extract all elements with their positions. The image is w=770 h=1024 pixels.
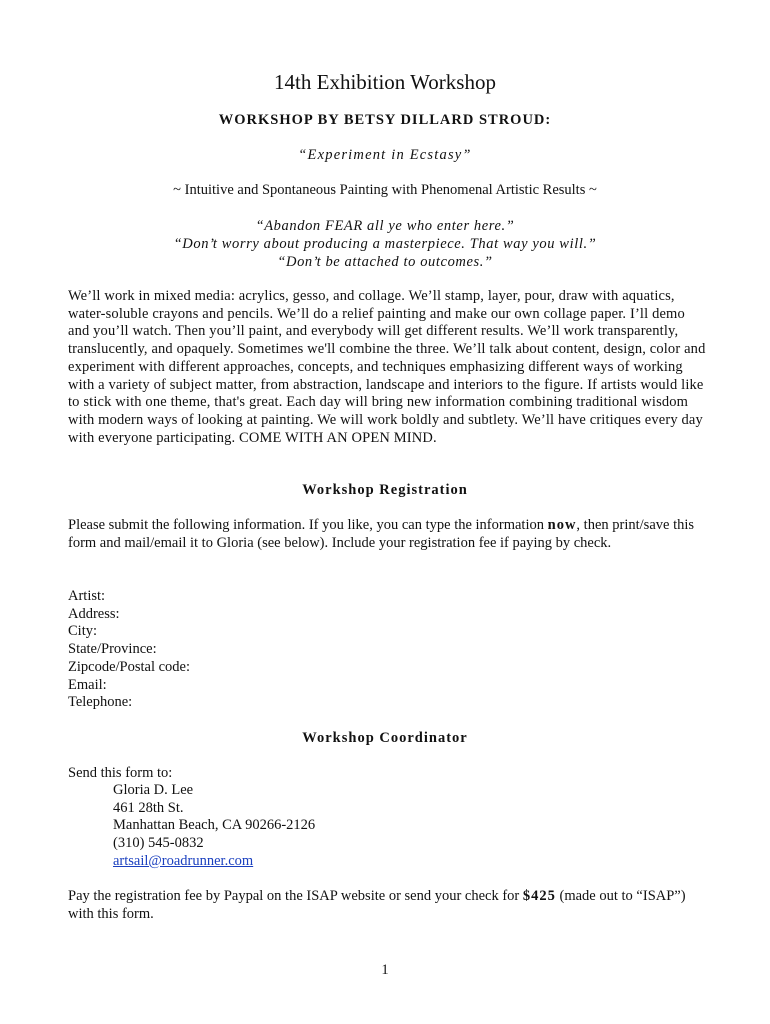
- coordinator-name: Gloria D. Lee: [113, 782, 194, 798]
- coordinator-heading: Workshop Coordinator: [302, 730, 468, 746]
- field-telephone-label: Telephone:: [68, 694, 133, 711]
- quote-line: “Don’t worry about producing a masterpiece. That way you will.”: [173, 236, 597, 252]
- field-state-label: State/Province:: [68, 641, 157, 658]
- registration-text-start: Please submit the following information. If you like, you can type the information: [68, 517, 548, 533]
- payment-text-start: Pay the registration fee by Paypal on the ISAP website or send your check for: [68, 888, 523, 904]
- workshop-description: We’ll work in mixed media: acrylics, gesso, and collage. We’ll stamp, layer, pour, draw with aquatics, water-soluble crayons and pencils. We’ll do a relief painting and make our own collage paper. I’ll demo and you’ll watch. Then you’ll paint, and everybody will get different results. We’ll work transparently, translucently, and opaquely. Sometimes we'll combine the three. We’ll talk about content, design, color and experiment with different approaches, concepts, and techniques emphasizing different ways of working with a variety of subject matter, from abstraction, landscape and interiors to the figure. If artists would like to stick with one theme, that's great. Each day will bring new information combining traditional wisdom with modern ways of looking at painting. We will work boldly and subtlety. We’ll have critiques every day with everyone participating. COME WITH AN OPEN MIND.: [68, 288, 706, 446]
- field-city-label: City:: [68, 623, 98, 640]
- workshop-tagline: ~ Intuitive and Spontaneous Painting with Phenomenal Artistic Results ~: [173, 182, 597, 198]
- coordinator-phone: (310) 545-0832: [113, 835, 204, 852]
- send-form-label: Send this form to:: [68, 765, 173, 781]
- quote-line: “Don’t be attached to outcomes.”: [277, 254, 493, 270]
- workshop-byline: WORKSHOP BY BETSY DILLARD STROUD:: [218, 112, 552, 128]
- registration-text-end: , then print/save this form and mail/email it to Gloria (see below). Include your registration fee if paying by check.: [68, 517, 695, 551]
- coordinator-email-link[interactable]: artsail@roadrunner.com: [113, 852, 254, 869]
- field-artist-label: Artist:: [68, 588, 106, 604]
- coordinator-address: [113, 782, 315, 871]
- payment-instructions: [68, 888, 708, 923]
- registration-instructions: [68, 517, 708, 552]
- coordinator-city: Manhattan Beach, CA 90266-2126: [113, 817, 316, 834]
- field-address-label: Address:: [68, 605, 120, 622]
- coordinator-street: 461 28th St.: [113, 799, 184, 816]
- payment-amount: $425: [522, 888, 556, 904]
- page-number: 1: [381, 962, 389, 978]
- registration-heading: Workshop Registration: [302, 482, 468, 498]
- registration-fields: [68, 588, 190, 712]
- field-zipcode-label: Zipcode/Postal code:: [68, 658, 191, 675]
- document-title: 14th Exhibition Workshop: [274, 70, 496, 94]
- quote-line: “Abandon FEAR all ye who enter here.”: [255, 218, 515, 234]
- registration-now-emphasis: now: [547, 517, 577, 533]
- workshop-subtitle: “Experiment in Ecstasy”: [298, 147, 472, 163]
- payment-text-end: (made out to “ISAP”) with this form.: [68, 888, 686, 922]
- quotes-block: [0, 217, 770, 271]
- field-email-label: Email:: [68, 676, 107, 693]
